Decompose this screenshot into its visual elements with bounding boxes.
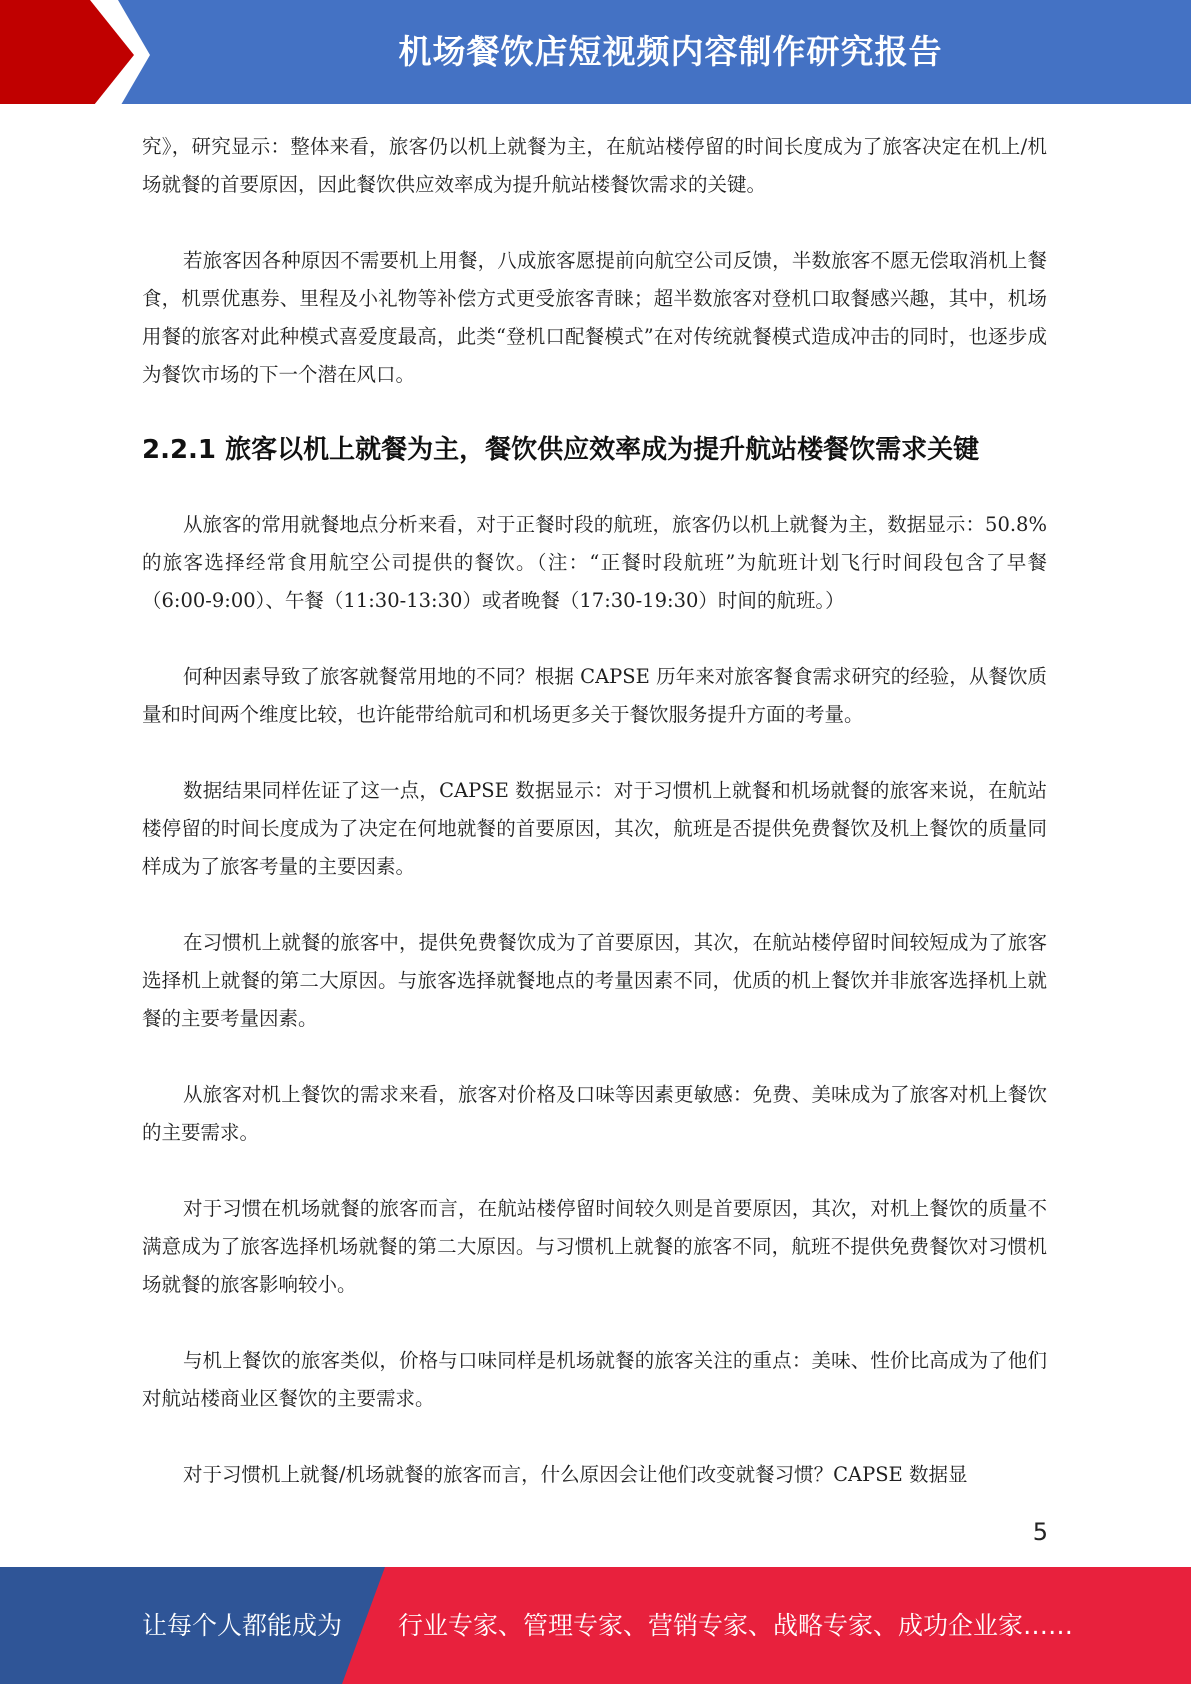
paragraph: 若旅客因各种原因不需要机上用餐，八成旅客愿提前向航空公司反馈，半数旅客不愿无偿取消机上餐食，机票优惠券、里程及小礼物等补偿方式更受旅客青睐；超半数旅客对登机口取餐感兴趣，其中，机场用餐的旅客对此种模式喜爱度最高，此类“登机口配餐模式”在对传统就餐模式造成冲击的同时，也逐步成为餐饮市场的下一个潜在风口。	[142, 249, 1047, 386]
paragraph: 从旅客对机上餐饮的需求来看，旅客对价格及口味等因素更敏感：免费、美味成为了旅客对机上餐饮的主要需求。	[142, 1083, 1047, 1144]
paragraph: 与机上餐饮的旅客类似，价格与口味同样是机场就餐的旅客关注的重点：美味、性价比高成为了他们对航站楼商业区餐饮的主要需求。	[142, 1349, 1047, 1410]
paragraph: 何种因素导致了旅客就餐常用地的不同？根据 CAPSE 历年来对旅客餐食需求研究的经验，从餐饮质量和时间两个维度比较，也许能带给航司和机场更多关于餐饮服务提升方面的考量。	[142, 665, 1047, 726]
page-header-banner	[0, 0, 1191, 110]
footer-slogan-left: 让每个人都能成为	[142, 1611, 343, 1640]
section-heading: 2.2.1 旅客以机上就餐为主，餐饮供应效率成为提升航站楼餐饮需求关键	[142, 435, 980, 465]
paragraph: 在习惯机上就餐的旅客中，提供免费餐饮成为了首要原因，其次，在航站楼停留时间较短成为了旅客选择机上就餐的第二大原因。与旅客选择就餐地点的考量因素不同，优质的机上餐饮并非旅客选择机上就餐的主要考量因素。	[142, 931, 1047, 1030]
paragraph: 从旅客的常用就餐地点分析来看，对于正餐时段的航班，旅客仍以机上就餐为主，数据显示：50.8%的旅客选择经常食用航空公司提供的餐饮。（注：“正餐时段航班”为航班计划飞行时间段包含了早餐（6:00-9:00）、午餐（11:30-13:30）或者晚餐（17:30-19:30）时间的航班。）	[142, 513, 1047, 612]
paragraph: 对于习惯机上就餐/机场就餐的旅客而言，什么原因会让他们改变就餐习惯？CAPSE 数据显	[183, 1463, 968, 1486]
paragraph: 数据结果同样佐证了这一点，CAPSE 数据显示：对于习惯机上就餐和机场就餐的旅客来说，在航站楼停留的时间长度成为了决定在何地就餐的首要原因，其次，航班是否提供免费餐饮及机上餐饮的质量同样成为了旅客考量的主要因素。	[142, 779, 1047, 878]
footer-slogan-right: 行业专家、管理专家、营销专家、战略专家、成功企业家……	[398, 1611, 1074, 1640]
paragraph-continuation: 究》，研究显示：整体来看，旅客仍以机上就餐为主，在航站楼停留的时间长度成为了旅客决定在机上/机场就餐的首要原因，因此餐饮供应效率成为提升航站楼餐饮需求的关键。	[142, 135, 1047, 196]
page-footer-banner	[0, 1567, 1191, 1684]
report-title: 机场餐饮店短视频内容制作研究报告	[398, 32, 943, 71]
page-content	[142, 128, 1047, 1494]
paragraph: 对于习惯在机场就餐的旅客而言，在航站楼停留时间较久则是首要原因，其次，对机上餐饮的质量不满意成为了旅客选择机场就餐的第二大原因。与习惯机上就餐的旅客不同，航班不提供免费餐饮对习惯机场就餐的旅客影响较小。	[142, 1197, 1047, 1296]
page-number: 5	[1032, 1518, 1048, 1546]
